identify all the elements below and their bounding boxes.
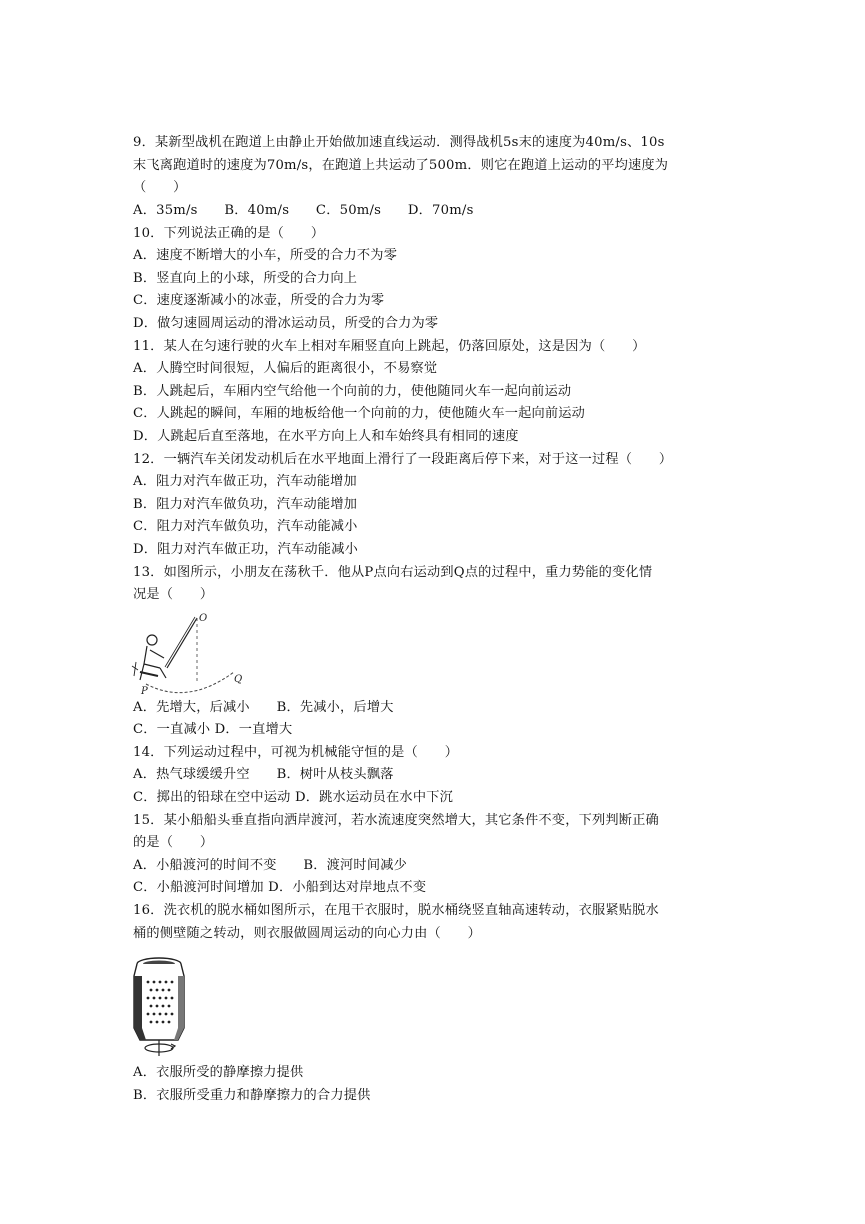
q9-stem-line-3: （ ） (133, 180, 187, 195)
q16-option-a: A．衣服所受的静摩擦力提供 (133, 1065, 304, 1080)
q10-option-d: D．做匀速圆周运动的滑冰运动员，所受的合力为零 (133, 316, 439, 331)
point-o-label: O (199, 613, 208, 624)
spin-dryer-figure (128, 954, 190, 1058)
q13-options-line-1: A．先增大，后减小 B．先减小，后增大 (133, 700, 394, 715)
rotation-arrow-icon (145, 1040, 175, 1056)
q15-options-line-1: A．小船渡河的时间不变 B．渡河时间减少 (133, 858, 407, 873)
q16-option-b: B．衣服所受重力和静摩擦力的合力提供 (133, 1088, 371, 1103)
swing-rope (165, 617, 197, 684)
point-q-label: Q (234, 674, 243, 685)
q11-option-d: D．人跳起后直至落地，在水平方向上人和车始终具有相同的速度 (133, 429, 519, 444)
q10-option-c: C．速度逐渐减小的冰壶，所受的合力为零 (133, 293, 385, 308)
q10-option-b: B．竖直向上的小球，所受的合力向上 (133, 271, 358, 286)
q16-stem-line-2: 桶的侧壁随之转动，则衣服做圆周运动的向心力由（ ） (133, 926, 482, 941)
q13-options-line-2: C．一直减小 D．一直增大 (133, 722, 293, 737)
q11-stem: 11．某人在匀速行驶的火车上相对车厢竖直向上跳起，仍落回原处，这是因为（ ） (133, 339, 646, 354)
q15-options-line-2: C．小船渡河时间增加 D．小船到达对岸地点不变 (133, 880, 427, 895)
q13-stem-line-1: 13．如图所示，小朋友在荡秋千．他从P点向右运动到Q点的过程中，重力势能的变化情 (133, 565, 653, 580)
q9-stem-line-2: 末飞离跑道时的速度为70m/s，在跑道上共运动了500m．则它在跑道上运动的平均速度为 (133, 158, 669, 173)
q12-option-d: D．阻力对汽车做正功，汽车动能减小 (133, 542, 358, 557)
q9-options: A．35m/s B．40m/s C．50m/s D．70m/s (133, 203, 474, 218)
q14-options-line-2: C．掷出的铅球在空中运动 D．跳水运动员在水中下沉 (133, 790, 453, 805)
swing-figure (130, 610, 250, 700)
q12-option-a: A．阻力对汽车做正功，汽车动能增加 (133, 474, 357, 489)
q15-stem-line-2: 的是（ ） (133, 835, 214, 850)
q9-stem-line-1: 9．某新型战机在跑道上由静止开始做加速直线运动．测得战机5s末的速度为40m/s、10s (133, 135, 665, 150)
q12-option-c: C．阻力对汽车做负功，汽车动能减小 (133, 519, 358, 534)
q11-option-c: C．人跳起的瞬间，车厢的地板给他一个向前的力，使他随火车一起向前运动 (133, 406, 586, 421)
swing-arc-path (146, 672, 234, 693)
q10-stem: 10．下列说法正确的是（ ） (133, 226, 325, 241)
q12-stem: 12．一辆汽车关闭发动机后在水平地面上滑行了一段距离后停下来，对于这一过程（ ） (133, 452, 673, 467)
q15-stem-line-1: 15．某小船船头垂直指向洒岸渡河，若水流速度突然增大，其它条件不变，下列判断正确 (133, 813, 659, 828)
q14-options-line-1: A．热气球缓缓升空 B．树叶从枝头飘落 (133, 767, 394, 782)
q11-option-b: B．人跳起后，车厢内空气给他一个向前的力，使他随同火车一起向前运动 (133, 384, 572, 399)
q13-stem-line-2: 况是（ ） (133, 587, 214, 602)
point-p-label: P (141, 686, 148, 697)
q11-option-a: A．人腾空时间很短，人偏后的距离很小，不易察觉 (133, 361, 438, 376)
spin-dryer-drum-icon (134, 958, 184, 1040)
child-on-swing-icon (132, 635, 166, 680)
q16-stem-line-1: 16．洗衣机的脱水桶如图所示，在甩干衣服时，脱水桶绕竖直轴高速转动，衣服紧贴脱水 (133, 903, 659, 918)
q12-option-b: B．阻力对汽车做负功，汽车动能增加 (133, 497, 358, 512)
q10-option-a: A．速度不断增大的小车，所受的合力不为零 (133, 248, 398, 263)
q14-stem: 14．下列运动过程中，可视为机械能守恒的是（ ） (133, 745, 459, 760)
